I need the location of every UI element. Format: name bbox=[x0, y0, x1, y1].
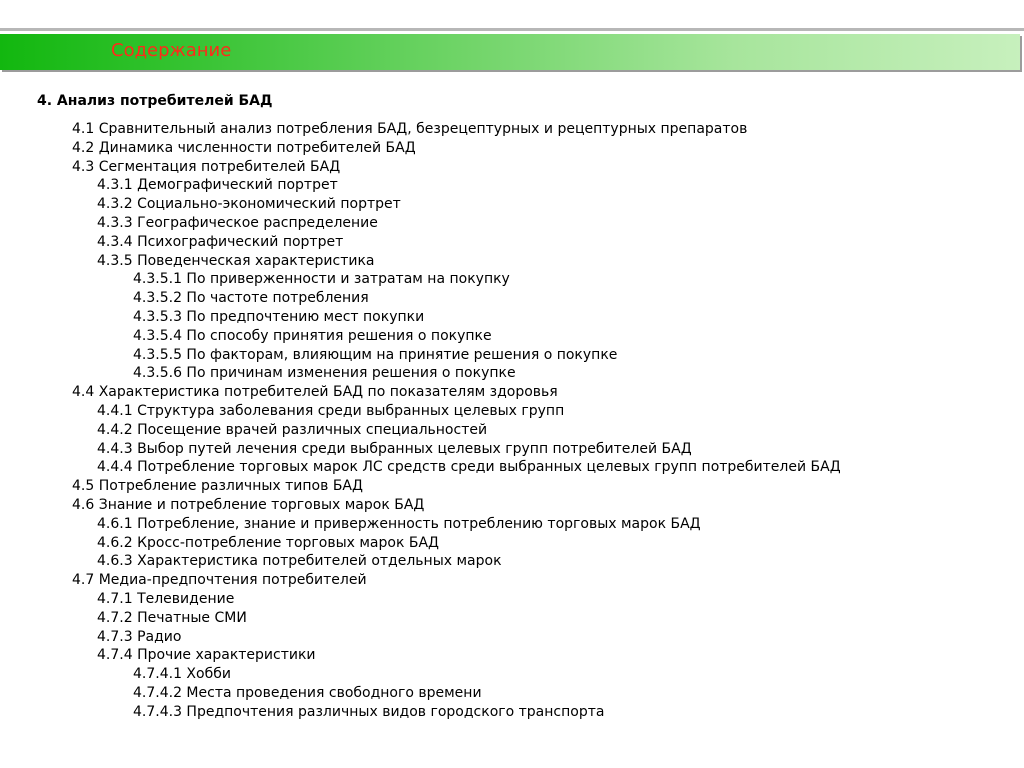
toc-item: 4.3.5.4 По способу принятия решения о покупке bbox=[133, 327, 492, 344]
toc-item: 4.4.3 Выбор путей лечения среди выбранных целевых групп потребителей БАД bbox=[97, 440, 692, 457]
toc-item: 4.3.5 Поведенческая характеристика bbox=[97, 252, 375, 269]
toc-item: 4.6.1 Потребление, знание и приверженность потреблению торговых марок БАД bbox=[97, 515, 701, 532]
toc-item: 4.4.1 Структура заболевания среди выбранных целевых групп bbox=[97, 402, 565, 419]
toc-item: 4.3.5.3 По предпочтению мест покупки bbox=[133, 308, 425, 325]
toc-item: 4.6 Знание и потребление торговых марок БАД bbox=[72, 496, 425, 513]
toc-item: 4.3.2 Социально-экономический портрет bbox=[97, 196, 401, 213]
toc-item: 4.4 Характеристика потребителей БАД по показателям здоровья bbox=[72, 384, 558, 401]
toc-item: 4.7.4.3 Предпочтения различных видов городского транспорта bbox=[133, 703, 605, 720]
toc-item: 4.7 Медиа-предпочтения потребителей bbox=[72, 572, 367, 589]
toc-item: 4.1 Сравнительный анализ потребления БАД, безрецептурных и рецептурных препаратов bbox=[72, 121, 748, 137]
toc-item: 4.3.5.2 По частоте потребления bbox=[133, 290, 369, 307]
table-of-contents bbox=[0, 120, 841, 722]
toc-item: 4.7.4 Прочие характеристики bbox=[97, 647, 316, 664]
toc-item: 4.4.4 Потребление торговых марок ЛС средств среди выбранных целевых групп потребителей БАД bbox=[97, 459, 841, 476]
toc-item: 4.3.5.5 По факторам, влияющим на принятие решения о покупке bbox=[133, 346, 618, 363]
toc-item: 4.3.3 Географическое распределение bbox=[97, 214, 378, 231]
toc-item: 4.6.2 Кросс-потребление торговых марок БАД bbox=[97, 534, 439, 551]
toc-item: 4.7.4.2 Места проведения свободного времени bbox=[133, 684, 482, 701]
toc-item: 4.3.1 Демографический портрет bbox=[97, 177, 338, 194]
toc-item: 4.6.3 Характеристика потребителей отдельных марок bbox=[97, 553, 502, 570]
toc-item: 4.5 Потребление различных типов БАД bbox=[72, 478, 363, 495]
toc-item: 4.7.2 Печатные СМИ bbox=[97, 609, 247, 626]
toc-item: 4.7.4.1 Хобби bbox=[133, 666, 231, 683]
page-title: Содержание bbox=[111, 40, 232, 61]
toc-item: 4.3.5.6 По причинам изменения решения о покупке bbox=[133, 365, 516, 382]
toc-item: 4.3.5.1 По приверженности и затратам на покупку bbox=[133, 271, 510, 288]
toc-item: 4.3.4 Психографический портрет bbox=[97, 233, 344, 250]
section-heading: 4. Анализ потребителей БАД bbox=[37, 93, 273, 109]
toc-item: 4.7.1 Телевидение bbox=[97, 590, 235, 607]
toc-item: 4.3 Сегментация потребителей БАД bbox=[72, 158, 341, 175]
toc-item: 4.7.3 Радио bbox=[97, 628, 182, 645]
toc-item: 4.4.2 Посещение врачей различных специальностей bbox=[97, 421, 488, 438]
top-divider bbox=[0, 28, 1024, 31]
toc-item: 4.2 Динамика численности потребителей БАД bbox=[72, 139, 416, 156]
